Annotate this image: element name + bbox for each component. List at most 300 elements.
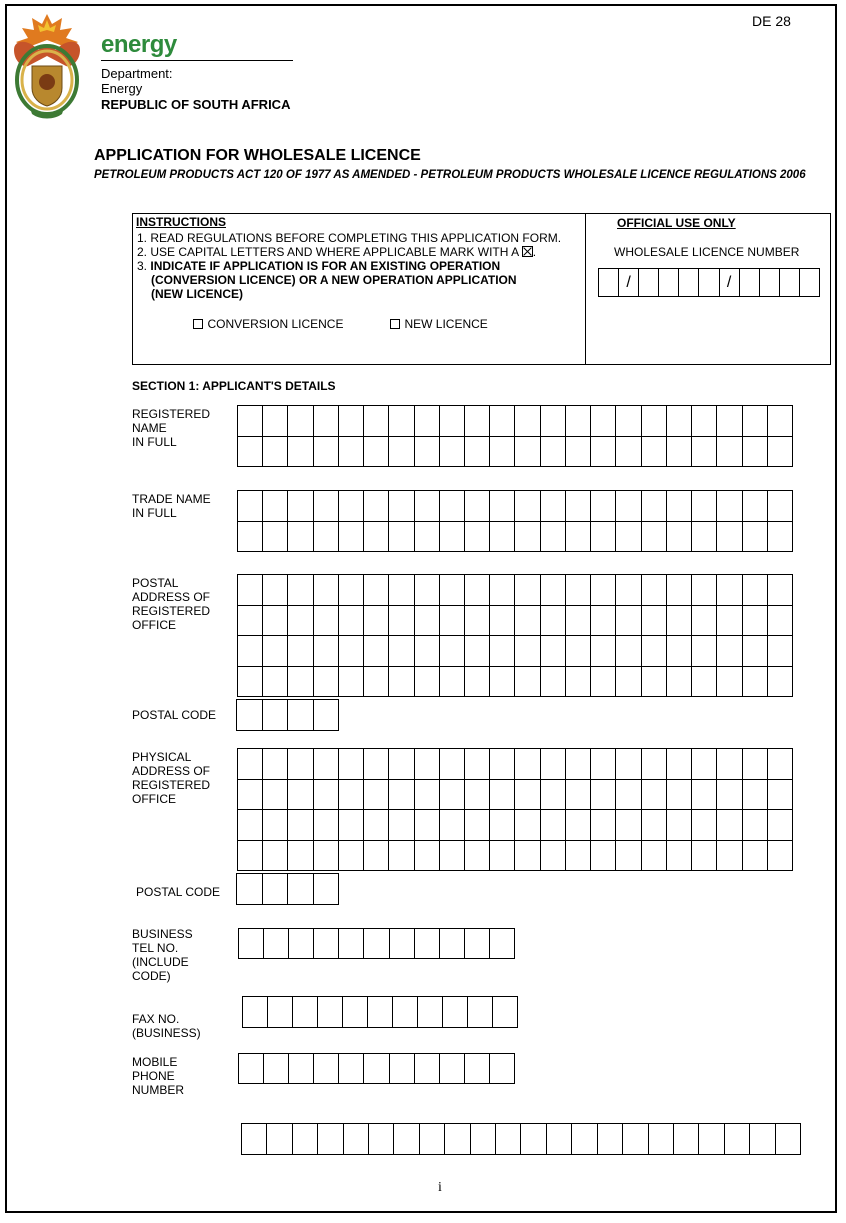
grid-cell[interactable]: [445, 1124, 470, 1155]
grid-cell[interactable]: [263, 406, 288, 437]
grid-cell[interactable]: [692, 636, 717, 667]
grid-cell[interactable]: [263, 491, 288, 522]
grid-cell[interactable]: [717, 749, 742, 780]
business-tel-grid[interactable]: [238, 928, 515, 959]
grid-cell[interactable]: [415, 575, 440, 606]
grid-cell[interactable]: [263, 780, 288, 811]
grid-cell[interactable]: [465, 406, 490, 437]
option-new-licence[interactable]: [390, 315, 488, 333]
grid-cell[interactable]: [490, 929, 515, 959]
grid-cell[interactable]: [743, 437, 768, 468]
grid-cell[interactable]: [591, 841, 616, 872]
grid-cell[interactable]: [440, 810, 465, 841]
grid-cell[interactable]: [238, 491, 263, 522]
grid-cell[interactable]: [389, 522, 414, 553]
grid-cell[interactable]: [667, 406, 692, 437]
grid-cell[interactable]: [339, 437, 364, 468]
grid-cell[interactable]: [314, 1054, 339, 1084]
grid-cell[interactable]: [465, 636, 490, 667]
grid-cell[interactable]: [566, 491, 591, 522]
grid-cell[interactable]: [465, 810, 490, 841]
grid-cell[interactable]: [616, 749, 641, 780]
grid-cell[interactable]: [263, 636, 288, 667]
grid-cell[interactable]: [599, 269, 619, 297]
grid-cell[interactable]: [339, 810, 364, 841]
grid-cell[interactable]: [515, 780, 540, 811]
grid-cell[interactable]: [465, 749, 490, 780]
grid-cell[interactable]: [566, 606, 591, 637]
grid-cell[interactable]: [390, 1054, 415, 1084]
grid-cell[interactable]: [490, 841, 515, 872]
grid-cell[interactable]: [368, 997, 393, 1028]
option-conversion-licence[interactable]: [193, 315, 343, 333]
grid-cell[interactable]: [415, 841, 440, 872]
grid-cell[interactable]: [616, 667, 641, 698]
grid-cell[interactable]: [263, 522, 288, 553]
grid-cell[interactable]: [768, 606, 793, 637]
grid-cell[interactable]: [616, 491, 641, 522]
grid-cell[interactable]: [339, 606, 364, 637]
grid-cell[interactable]: [238, 749, 263, 780]
grid-cell[interactable]: [616, 606, 641, 637]
grid-cell[interactable]: [616, 841, 641, 872]
grid-cell[interactable]: [616, 522, 641, 553]
grid-cell[interactable]: [288, 841, 313, 872]
grid-cell[interactable]: [263, 606, 288, 637]
grid-cell[interactable]: [717, 841, 742, 872]
grid-cell[interactable]: [343, 997, 368, 1028]
grid-cell[interactable]: [743, 522, 768, 553]
grid-cell[interactable]: [776, 1124, 801, 1155]
grid-cell[interactable]: [339, 636, 364, 667]
wholesale-licence-number-grid[interactable]: [598, 268, 820, 297]
grid-cell[interactable]: [465, 491, 490, 522]
grid-cell[interactable]: [465, 929, 490, 959]
grid-cell[interactable]: [314, 437, 339, 468]
grid-cell[interactable]: [420, 1124, 445, 1155]
grid-cell[interactable]: [263, 700, 289, 731]
grid-cell[interactable]: [547, 1124, 572, 1155]
grid-cell[interactable]: [364, 1054, 389, 1084]
grid-cell[interactable]: [267, 1124, 292, 1155]
grid-cell[interactable]: [288, 874, 314, 905]
mobile-grid[interactable]: [238, 1053, 515, 1084]
grid-cell[interactable]: [314, 810, 339, 841]
grid-cell[interactable]: [591, 749, 616, 780]
grid-cell[interactable]: [314, 780, 339, 811]
grid-cell[interactable]: [541, 522, 566, 553]
grid-cell[interactable]: [541, 575, 566, 606]
grid-cell[interactable]: [288, 522, 313, 553]
grid-cell[interactable]: [293, 997, 318, 1028]
grid-cell[interactable]: [541, 780, 566, 811]
grid-cell[interactable]: [389, 810, 414, 841]
grid-cell[interactable]: [314, 841, 339, 872]
grid-cell[interactable]: [692, 575, 717, 606]
grid-cell[interactable]: [364, 437, 389, 468]
grid-cell[interactable]: [415, 929, 440, 959]
grid-cell[interactable]: [743, 780, 768, 811]
grid-cell[interactable]: [288, 606, 313, 637]
grid-cell[interactable]: [440, 929, 465, 959]
grid-cell[interactable]: [293, 1124, 318, 1155]
grid-cell[interactable]: [667, 606, 692, 637]
grid-cell[interactable]: [465, 575, 490, 606]
grid-cell[interactable]: [465, 606, 490, 637]
grid-cell[interactable]: [465, 780, 490, 811]
grid-cell[interactable]: [415, 606, 440, 637]
grid-cell[interactable]: [415, 667, 440, 698]
grid-cell[interactable]: [591, 491, 616, 522]
grid-cell[interactable]: [314, 522, 339, 553]
new-licence-checkbox[interactable]: [390, 319, 400, 329]
grid-cell[interactable]: [369, 1124, 394, 1155]
grid-cell[interactable]: [389, 780, 414, 811]
grid-cell[interactable]: [288, 700, 314, 731]
grid-cell[interactable]: [288, 667, 313, 698]
grid-cell[interactable]: [465, 1054, 490, 1084]
grid-cell[interactable]: [717, 636, 742, 667]
grid-cell[interactable]: [490, 522, 515, 553]
grid-cell[interactable]: [389, 841, 414, 872]
grid-cell[interactable]: [692, 810, 717, 841]
grid-cell[interactable]: [238, 780, 263, 811]
grid-cell[interactable]: [440, 667, 465, 698]
grid-cell[interactable]: [521, 1124, 546, 1155]
grid-cell[interactable]: [642, 841, 667, 872]
grid-cell[interactable]: [768, 667, 793, 698]
grid-cell[interactable]: [415, 636, 440, 667]
grid-cell[interactable]: [566, 575, 591, 606]
grid-cell[interactable]: [238, 437, 263, 468]
grid-cell[interactable]: [490, 749, 515, 780]
grid-cell[interactable]: [238, 810, 263, 841]
grid-cell[interactable]: [314, 874, 340, 905]
grid-cell[interactable]: [743, 841, 768, 872]
grid-cell[interactable]: [591, 522, 616, 553]
grid-cell[interactable]: [515, 575, 540, 606]
grid-cell[interactable]: [699, 269, 719, 297]
grid-cell[interactable]: [717, 575, 742, 606]
grid-cell[interactable]: [415, 406, 440, 437]
grid-cell[interactable]: [339, 575, 364, 606]
grid-cell[interactable]: [389, 749, 414, 780]
grid-cell[interactable]: [490, 406, 515, 437]
grid-cell[interactable]: [717, 780, 742, 811]
grid-cell[interactable]: [616, 636, 641, 667]
grid-cell[interactable]: [364, 667, 389, 698]
grid-cell[interactable]: [541, 606, 566, 637]
physical-address-grid[interactable]: [237, 748, 793, 871]
grid-cell[interactable]: [440, 575, 465, 606]
postal-address-grid[interactable]: [237, 574, 793, 697]
grid-cell[interactable]: [339, 522, 364, 553]
grid-cell[interactable]: [314, 700, 340, 731]
grid-cell[interactable]: [490, 1054, 515, 1084]
grid-cell[interactable]: [768, 522, 793, 553]
postal-code-grid[interactable]: [236, 699, 339, 731]
grid-cell[interactable]: [443, 997, 468, 1028]
grid-cell[interactable]: [318, 997, 343, 1028]
grid-cell[interactable]: [717, 406, 742, 437]
grid-cell[interactable]: [515, 841, 540, 872]
grid-cell[interactable]: [339, 491, 364, 522]
grid-cell[interactable]: [541, 636, 566, 667]
grid-cell[interactable]: [692, 841, 717, 872]
grid-cell[interactable]: [314, 636, 339, 667]
grid-cell[interactable]: [717, 491, 742, 522]
grid-cell[interactable]: [440, 606, 465, 637]
grid-cell[interactable]: [642, 575, 667, 606]
grid-cell[interactable]: [768, 575, 793, 606]
grid-cell[interactable]: [364, 841, 389, 872]
grid-cell[interactable]: [394, 1124, 419, 1155]
grid-cell[interactable]: [238, 406, 263, 437]
grid-cell[interactable]: [515, 810, 540, 841]
grid-cell[interactable]: [364, 606, 389, 637]
grid-cell[interactable]: [743, 406, 768, 437]
grid-cell[interactable]: [616, 437, 641, 468]
grid-cell[interactable]: [642, 780, 667, 811]
grid-cell[interactable]: [389, 437, 414, 468]
grid-cell[interactable]: [566, 749, 591, 780]
grid-cell[interactable]: [768, 810, 793, 841]
grid-cell[interactable]: [667, 667, 692, 698]
grid-cell[interactable]: [239, 929, 264, 959]
grid-cell[interactable]: [743, 575, 768, 606]
grid-cell[interactable]: [541, 749, 566, 780]
grid-cell[interactable]: [314, 749, 339, 780]
grid-cell[interactable]: [768, 437, 793, 468]
grid-cell[interactable]: [288, 575, 313, 606]
grid-cell[interactable]: [566, 636, 591, 667]
grid-cell[interactable]: [768, 749, 793, 780]
grid-cell[interactable]: [566, 522, 591, 553]
grid-cell[interactable]: [314, 406, 339, 437]
grid-cell[interactable]: [541, 406, 566, 437]
grid-cell[interactable]: [515, 437, 540, 468]
grid-cell[interactable]: [263, 437, 288, 468]
grid-cell[interactable]: [237, 700, 263, 731]
grid-cell[interactable]: [642, 491, 667, 522]
grid-cell[interactable]: [515, 749, 540, 780]
grid-cell[interactable]: [440, 749, 465, 780]
grid-cell[interactable]: [667, 522, 692, 553]
grid-cell[interactable]: [768, 780, 793, 811]
grid-cell[interactable]: [515, 636, 540, 667]
grid-cell[interactable]: [667, 810, 692, 841]
grid-cell[interactable]: [263, 749, 288, 780]
grid-cell[interactable]: [238, 841, 263, 872]
grid-cell[interactable]: [493, 997, 518, 1028]
grid-cell[interactable]: [667, 437, 692, 468]
grid-cell[interactable]: [263, 810, 288, 841]
grid-cell[interactable]: [541, 667, 566, 698]
grid-cell[interactable]: [238, 522, 263, 553]
grid-cell[interactable]: [490, 575, 515, 606]
grid-cell[interactable]: [541, 841, 566, 872]
grid-cell[interactable]: [288, 810, 313, 841]
grid-cell[interactable]: [642, 636, 667, 667]
grid-cell[interactable]: [692, 406, 717, 437]
grid-cell[interactable]: [541, 437, 566, 468]
grid-cell[interactable]: [616, 575, 641, 606]
grid-cell[interactable]: [238, 636, 263, 667]
grid-cell[interactable]: [496, 1124, 521, 1155]
fax-grid[interactable]: [242, 996, 518, 1028]
grid-cell[interactable]: [692, 522, 717, 553]
grid-cell[interactable]: [364, 491, 389, 522]
grid-cell[interactable]: [692, 606, 717, 637]
grid-cell[interactable]: [642, 749, 667, 780]
grid-cell[interactable]: [238, 667, 263, 698]
grid-cell[interactable]: [591, 437, 616, 468]
grid-cell[interactable]: [288, 780, 313, 811]
grid-cell[interactable]: [389, 606, 414, 637]
grid-cell[interactable]: [616, 780, 641, 811]
grid-cell[interactable]: [314, 606, 339, 637]
grid-cell[interactable]: [768, 841, 793, 872]
grid-cell[interactable]: [692, 749, 717, 780]
grid-cell[interactable]: [768, 406, 793, 437]
grid-cell[interactable]: [591, 406, 616, 437]
grid-cell[interactable]: [591, 636, 616, 667]
grid-cell[interactable]: [288, 749, 313, 780]
grid-cell[interactable]: [440, 636, 465, 667]
grid-cell[interactable]: [800, 269, 820, 297]
grid-cell[interactable]: [566, 667, 591, 698]
grid-cell[interactable]: [515, 606, 540, 637]
grid-cell[interactable]: [364, 780, 389, 811]
grid-cell[interactable]: [743, 667, 768, 698]
grid-cell[interactable]: [699, 1124, 724, 1155]
grid-cell[interactable]: [339, 749, 364, 780]
grid-cell[interactable]: [288, 491, 313, 522]
grid-cell[interactable]: [591, 780, 616, 811]
grid-cell[interactable]: [364, 522, 389, 553]
grid-cell[interactable]: [659, 269, 679, 297]
grid-cell[interactable]: [440, 406, 465, 437]
grid-cell[interactable]: [572, 1124, 597, 1155]
grid-cell[interactable]: [566, 841, 591, 872]
grid-cell[interactable]: [490, 667, 515, 698]
grid-cell[interactable]: [242, 1124, 267, 1155]
physical-postal-code-grid[interactable]: [236, 873, 339, 905]
grid-cell[interactable]: [288, 437, 313, 468]
grid-cell[interactable]: [415, 437, 440, 468]
grid-cell[interactable]: [465, 437, 490, 468]
grid-cell[interactable]: [263, 667, 288, 698]
grid-cell[interactable]: [440, 841, 465, 872]
grid-cell[interactable]: [598, 1124, 623, 1155]
grid-cell[interactable]: [339, 667, 364, 698]
grid-cell[interactable]: [389, 667, 414, 698]
unlabelled-grid[interactable]: [241, 1123, 801, 1155]
grid-cell[interactable]: [263, 874, 289, 905]
grid-cell[interactable]: [440, 437, 465, 468]
grid-cell[interactable]: [515, 522, 540, 553]
grid-cell[interactable]: [591, 810, 616, 841]
grid-cell[interactable]: [674, 1124, 699, 1155]
grid-cell[interactable]: [679, 269, 699, 297]
grid-cell[interactable]: [264, 929, 289, 959]
grid-cell[interactable]: [768, 636, 793, 667]
grid-cell[interactable]: [468, 997, 493, 1028]
grid-cell[interactable]: [389, 406, 414, 437]
grid-cell[interactable]: [515, 406, 540, 437]
grid-cell[interactable]: [642, 606, 667, 637]
grid-cell[interactable]: [364, 636, 389, 667]
grid-cell[interactable]: [667, 780, 692, 811]
grid-cell[interactable]: [717, 667, 742, 698]
registered-name-grid[interactable]: [237, 405, 793, 467]
grid-cell[interactable]: [339, 1054, 364, 1084]
grid-cell[interactable]: [717, 522, 742, 553]
grid-cell[interactable]: [566, 406, 591, 437]
conversion-licence-checkbox[interactable]: [193, 319, 203, 329]
grid-cell[interactable]: [440, 522, 465, 553]
grid-cell[interactable]: [490, 491, 515, 522]
grid-cell[interactable]: [692, 667, 717, 698]
grid-cell[interactable]: [339, 406, 364, 437]
grid-cell[interactable]: [780, 269, 800, 297]
grid-cell[interactable]: [415, 749, 440, 780]
grid-cell[interactable]: [591, 667, 616, 698]
grid-cell[interactable]: [364, 810, 389, 841]
grid-cell[interactable]: [760, 269, 780, 297]
grid-cell[interactable]: [314, 667, 339, 698]
grid-cell[interactable]: [566, 810, 591, 841]
grid-cell[interactable]: [667, 841, 692, 872]
grid-cell[interactable]: [515, 491, 540, 522]
grid-cell[interactable]: [717, 810, 742, 841]
grid-cell[interactable]: [667, 575, 692, 606]
trade-name-grid[interactable]: [237, 490, 793, 552]
grid-cell[interactable]: [743, 810, 768, 841]
grid-cell[interactable]: [440, 780, 465, 811]
grid-cell[interactable]: [692, 780, 717, 811]
grid-cell[interactable]: [642, 667, 667, 698]
grid-cell[interactable]: [440, 491, 465, 522]
grid-cell[interactable]: [490, 437, 515, 468]
grid-cell[interactable]: [415, 491, 440, 522]
grid-cell[interactable]: [238, 606, 263, 637]
grid-cell[interactable]: [750, 1124, 775, 1155]
grid-cell[interactable]: [289, 1054, 314, 1084]
grid-cell[interactable]: [288, 636, 313, 667]
grid-cell[interactable]: [415, 810, 440, 841]
grid-cell[interactable]: [465, 522, 490, 553]
grid-cell[interactable]: [717, 606, 742, 637]
grid-cell[interactable]: [389, 575, 414, 606]
grid-cell[interactable]: [314, 575, 339, 606]
grid-cell[interactable]: [415, 522, 440, 553]
grid-cell[interactable]: [465, 667, 490, 698]
grid-cell[interactable]: [490, 606, 515, 637]
grid-cell[interactable]: [364, 749, 389, 780]
grid-cell[interactable]: [364, 575, 389, 606]
grid-cell[interactable]: [415, 780, 440, 811]
grid-cell[interactable]: [264, 1054, 289, 1084]
grid-cell[interactable]: [268, 997, 293, 1028]
grid-cell[interactable]: [768, 491, 793, 522]
grid-cell[interactable]: [471, 1124, 496, 1155]
grid-cell[interactable]: [418, 997, 443, 1028]
grid-cell[interactable]: [743, 491, 768, 522]
grid-cell[interactable]: [465, 841, 490, 872]
grid-cell[interactable]: [339, 929, 364, 959]
grid-cell[interactable]: [642, 406, 667, 437]
